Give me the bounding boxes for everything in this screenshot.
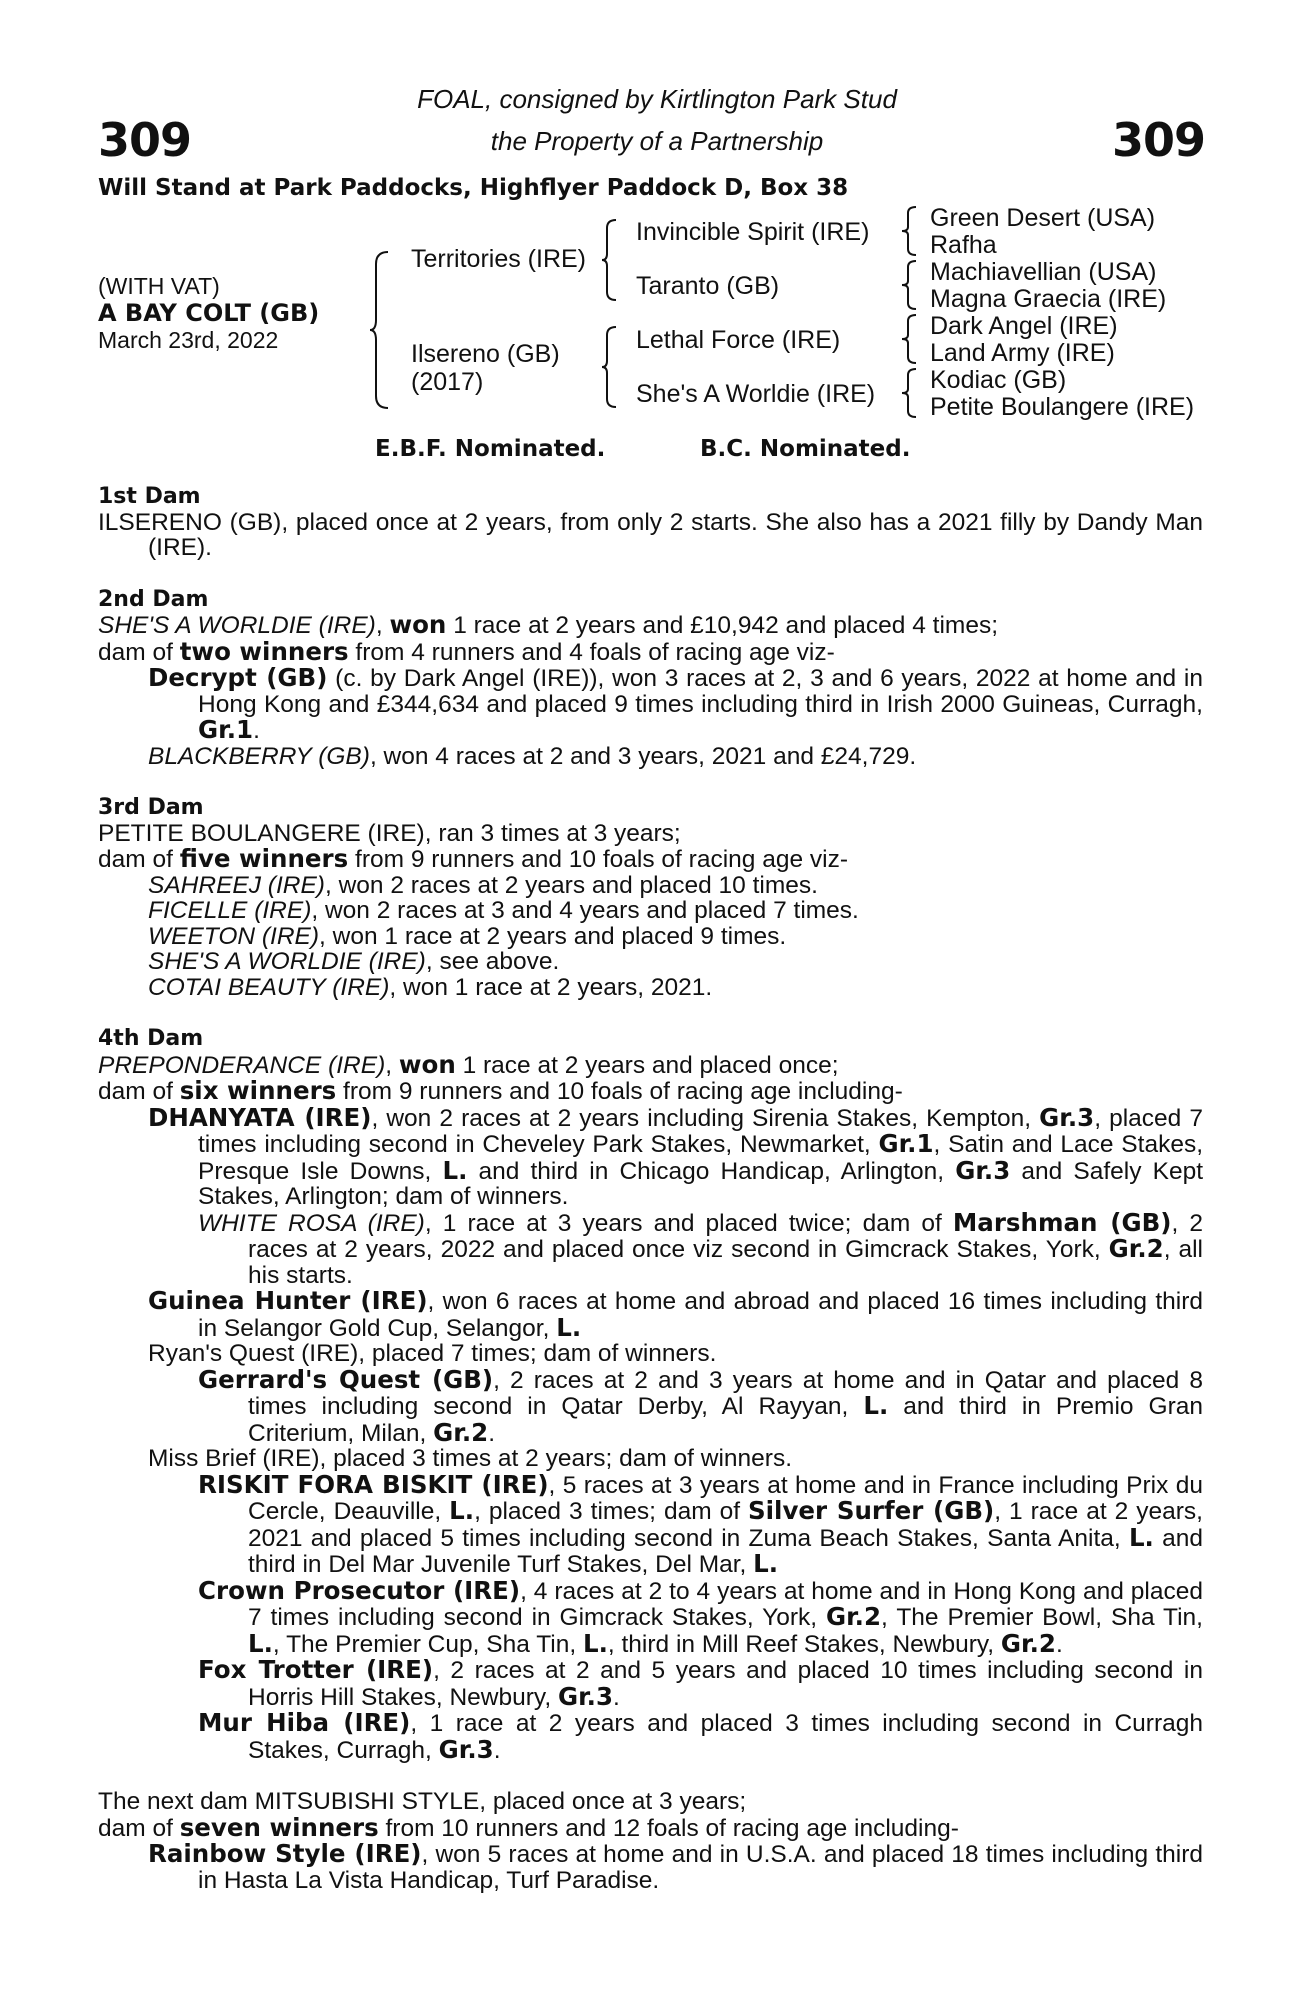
pedigree-g3: Machiavellian (USA) bbox=[930, 258, 1157, 286]
horse-dob: March 23rd, 2022 bbox=[98, 327, 279, 353]
bc-nominated: B.C. Nominated. bbox=[700, 436, 911, 462]
pedigree-dam-dam: She's A Worldie (IRE) bbox=[636, 380, 876, 408]
fourth-dam-line2: dam of six winners from 9 runners and 10 foals of racing age including- bbox=[98, 1076, 903, 1105]
fox-trotter-entry: Fox Trotter (IRE), 2 races at 2 and 5 years and placed 10 times including second in Horris Hill Stakes, Newbury, Gr.3. bbox=[198, 1655, 1203, 1711]
property-line: the Property of a Partnership bbox=[490, 126, 824, 156]
first-dam-text: ILSERENO (GB), placed once at 2 years, from only 2 starts. She also has a 2021 filly by Dandy Man (IRE). bbox=[98, 508, 1203, 561]
pedigree-g5: Dark Angel (IRE) bbox=[930, 312, 1118, 340]
miss-brief-entry: Miss Brief (IRE), placed 3 times at 2 years; dam of winners. bbox=[148, 1445, 793, 1472]
list-item: COTAI BEAUTY (IRE), won 1 race at 2 years, 2021. bbox=[148, 973, 713, 1001]
lot-number-left: 309 bbox=[98, 113, 192, 167]
lot-number-right: 309 bbox=[1112, 113, 1206, 167]
list-item: SHE'S A WORLDIE (IRE), see above. bbox=[148, 948, 560, 975]
next-dam-line1: The next dam MITSUBISHI STYLE, placed once at 3 years; bbox=[98, 1788, 747, 1815]
pedigree-brace-g3 bbox=[900, 313, 920, 365]
stand-location: Will Stand at Park Paddocks, Highflyer Paddock D, Box 38 bbox=[98, 175, 849, 201]
ryans-quest-entry: Ryan's Quest (IRE), placed 7 times; dam of winners. bbox=[148, 1340, 717, 1367]
rainbow-style-entry: Rainbow Style (IRE), won 5 races at home and in U.S.A. and placed 18 times including third in Hasta La Vista Handicap, Turf Paradise. bbox=[148, 1839, 1203, 1894]
pedigree-dam-sire: Lethal Force (IRE) bbox=[636, 326, 841, 354]
pedigree-g6: Land Army (IRE) bbox=[930, 339, 1115, 367]
consignor-line: FOAL, consigned by Kirtlington Park Stud bbox=[417, 84, 897, 114]
pedigree-g1: Green Desert (USA) bbox=[930, 204, 1156, 232]
pedigree-dam-year: (2017) bbox=[411, 368, 484, 396]
gerrards-quest-entry: Gerrard's Quest (GB), 2 races at 2 and 3 years at home and in Qatar and placed 8 times including second in Qatar Derby, Al Rayyan, L. and third in Premio Gran Criterium, Milan, Gr.2. bbox=[198, 1364, 1203, 1447]
dhanyata-entry: DHANYATA (IRE), won 2 races at 2 years including Sirenia Stakes, Kempton, Gr.3, placed 7 times including second in Cheveley Park Stakes, Newmarket, Gr.1, Satin and Lace Stakes, Presque Isle Downs, L. and third in Chicago Handicap, Arlington, Gr.3 and Safely Kept Stakes, Arlington; dam of winners. bbox=[148, 1102, 1204, 1210]
second-dam-line2: dam of two winners from 4 runners and 4 foals of racing age viz- bbox=[98, 636, 835, 666]
list-item: FICELLE (IRE), won 2 races at 3 and 4 years and placed 7 times. bbox=[148, 897, 859, 924]
pedigree-brace-g4 bbox=[900, 367, 920, 419]
second-dam-line1: SHE'S A WORLDIE (IRE), won 1 race at 2 years and £10,942 and placed 4 times; bbox=[98, 610, 998, 639]
pedigree-sire: Territories (IRE) bbox=[411, 245, 587, 273]
pedigree-g4: Magna Graecia (IRE) bbox=[930, 285, 1167, 313]
fourth-dam-line1: PREPONDERANCE (IRE), won 1 race at 2 years and placed once; bbox=[98, 1049, 839, 1079]
pedigree-sire-dam: Taranto (GB) bbox=[636, 272, 780, 300]
pedigree-brace-g2 bbox=[900, 259, 920, 311]
pedigree-brace-g1 bbox=[900, 205, 920, 257]
catalogue-body bbox=[98, 484, 1203, 1893]
first-dam-heading: 1st Dam bbox=[98, 484, 201, 509]
pedigree-sire-sire: Invincible Spirit (IRE) bbox=[636, 218, 870, 246]
pedigree-g7: Kodiac (GB) bbox=[930, 366, 1067, 394]
second-dam-heading: 2nd Dam bbox=[98, 586, 209, 612]
decrypt-entry: Decrypt (GB) (c. by Dark Angel (IRE)), won 3 races at 2, 3 and 6 years, 2022 at home and in Hong Kong and £344,634 and placed 9 times including third in Irish 2000 Guineas, Curragh, Gr.1. bbox=[148, 663, 1203, 744]
third-dam-heading: 3rd Dam bbox=[98, 795, 204, 820]
riskit-entry: RISKIT FORA BISKIT (IRE), 5 races at 3 years at home and in France including Prix du Cercle, Deauville, L., placed 3 times; dam of Silver Surfer (GB), 1 race at 2 years, 2021 and placed 5 times including second in Zuma Beach Stakes, Santa Anita, L. and third in Del Mar Juvenile Turf Stakes, Del Mar, L. bbox=[198, 1469, 1203, 1578]
pedigree-dam: Ilsereno (GB) bbox=[411, 340, 560, 368]
pedigree-brace-main bbox=[368, 250, 392, 410]
list-item: WEETON (IRE), won 1 race at 2 years and placed 9 times. bbox=[148, 922, 787, 950]
pedigree-g8: Petite Boulangere (IRE) bbox=[930, 393, 1195, 421]
list-item: SAHREEJ (IRE), won 2 races at 2 years and placed 10 times. bbox=[148, 871, 818, 899]
fourth-dam-heading: 4th Dam bbox=[98, 1026, 204, 1051]
horse-name: A BAY COLT (GB) bbox=[98, 299, 320, 327]
white-rosa-entry: WHITE ROSA (IRE), 1 race at 3 years and placed twice; dam of Marshman (GB), 2 races at 2 years, 2022 and placed once viz second in Gimcrack Stakes, York, Gr.2, all his starts. bbox=[198, 1207, 1204, 1289]
crown-prosecutor-entry: Crown Prosecutor (IRE), 4 races at 2 to 4 years at home and in Hong Kong and placed 7 times including second in Gimcrack Stakes, York, Gr.2, The Premier Bowl, Sha Tin, L., The Premier Cup, Sha Tin, L., third in Mill Reef Stakes, Newbury, Gr.2. bbox=[198, 1575, 1203, 1658]
pedigree-brace-dam bbox=[600, 325, 620, 409]
next-dam-line2: dam of seven winners from 10 runners and 12 foals of racing age including- bbox=[98, 1812, 959, 1842]
pedigree-brace-sire bbox=[600, 218, 620, 302]
guinea-hunter-entry: Guinea Hunter (IRE), won 6 races at home and abroad and placed 16 times including third in Selangor Gold Cup, Selangor, L. bbox=[148, 1286, 1203, 1342]
vat-note: (WITH VAT) bbox=[98, 273, 220, 299]
third-dam-line2: dam of five winners from 9 runners and 10 foals of racing age viz- bbox=[98, 844, 848, 873]
mur-hiba-entry: Mur Hiba (IRE), 1 race at 2 years and placed 3 times including second in Curragh Stakes, Curragh, Gr.3. bbox=[198, 1708, 1203, 1764]
ebf-nominated: E.B.F. Nominated. bbox=[375, 436, 606, 462]
third-dam-line1: PETITE BOULANGERE (IRE), ran 3 times at 3 years; bbox=[98, 819, 681, 847]
pedigree-g2: Rafha bbox=[930, 231, 997, 259]
blackberry-entry: BLACKBERRY (GB), won 4 races at 2 and 3 years, 2021 and £24,729. bbox=[148, 742, 917, 770]
